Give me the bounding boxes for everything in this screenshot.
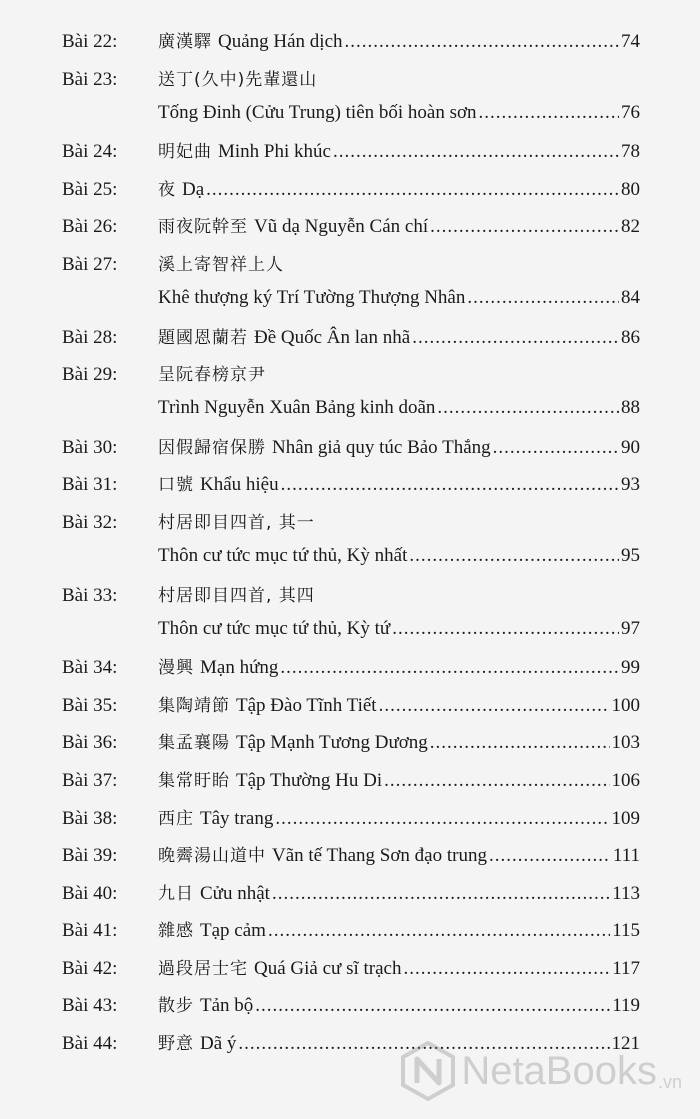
dot-leader [430, 731, 610, 755]
entry-line [158, 656, 640, 680]
entry-vietnamese-title: Quá Giả cư sĩ trạch [254, 957, 402, 979]
entry-body [158, 694, 640, 718]
entry-han-title: 集孟襄陽 [158, 733, 230, 754]
toc-entry [62, 656, 640, 680]
entry-page-number: 99 [621, 657, 640, 679]
entry-line [158, 694, 640, 718]
entry-vietnamese-title: Vãn tế Thang Sơn đạo trung [272, 845, 487, 867]
entry-line [158, 769, 640, 793]
entry-han-title: 村居即目四首, 其一 [158, 512, 315, 533]
entry-number: Bài 34: [62, 657, 118, 679]
entry-vietnamese-title: Tây trang [200, 807, 274, 829]
entry-page-number: 111 [612, 845, 640, 867]
entry-body [158, 656, 640, 680]
entry-line [158, 178, 640, 202]
entry-han-title: 九日 [158, 883, 194, 904]
entry-number: Bài 35: [62, 694, 118, 716]
entry-line [158, 807, 640, 831]
entry-han-title: 廣漢驛 [158, 32, 212, 52]
entry-line [158, 473, 640, 497]
entry-line [158, 30, 640, 54]
entry-vietnamese-title: Dã ý [200, 1033, 237, 1055]
entry-body [158, 178, 640, 202]
dot-leader [345, 30, 619, 54]
entry-number: Bài 27: [62, 253, 118, 275]
dot-leader [430, 215, 619, 239]
dot-leader [493, 436, 619, 460]
entry-number: Bài 23: [62, 68, 118, 90]
entry-han-title: 西庄 [158, 808, 194, 829]
watermark-suffix: .vn [657, 1072, 682, 1092]
entry-han-title: 村居即目四首, 其四 [158, 585, 315, 606]
entry-page-number: 109 [611, 807, 640, 829]
dot-leader [281, 473, 619, 497]
entry-vietnamese-title: Thôn cư tức mục tứ thủ, Kỳ tứ [158, 617, 391, 639]
entry-number: Bài 32: [62, 511, 118, 533]
entry-number: Bài 43: [62, 995, 118, 1017]
entry-number: Bài 22: [62, 31, 118, 52]
entry-number: Bài 31: [62, 474, 118, 496]
entry-han-title: 因假歸宿保勝 [158, 437, 266, 458]
toc-entry [62, 178, 640, 202]
entry-number: Bài 28: [62, 326, 118, 348]
toc-entry [62, 511, 640, 568]
entry-number: Bài 30: [62, 436, 118, 458]
entry-line [158, 101, 640, 125]
dot-leader [379, 694, 610, 718]
watermark [401, 1041, 682, 1101]
entry-line [158, 882, 640, 906]
entry-page-number: 82 [621, 216, 640, 238]
toc-entry [62, 30, 640, 54]
toc-entry [62, 584, 640, 641]
entry-han-title: 漫興 [158, 658, 194, 679]
entry-page-number: 113 [612, 882, 640, 904]
entry-vietnamese-title: Trình Nguyễn Xuân Bảng kinh doãn [158, 397, 436, 419]
entry-vietnamese-title: Nhân giả quy túc Bảo Thắng [272, 436, 491, 458]
entry-vietnamese-title: Cửu nhật [200, 882, 270, 904]
toc-entry [62, 140, 640, 164]
entry-body [158, 882, 640, 906]
entry-han-title: 呈阮春榜京尹 [158, 365, 266, 386]
entry-body [158, 68, 640, 125]
toc-entry [62, 363, 640, 420]
entry-han-title: 晚霽湯山道中 [158, 846, 266, 867]
entry-vietnamese-title: Quảng Hán dịch [218, 31, 343, 52]
entry-body [158, 326, 640, 350]
entry-vietnamese-title: Tập Mạnh Tương Dương [236, 732, 428, 754]
toc-entry [62, 473, 640, 497]
dot-leader [272, 882, 610, 906]
entry-vietnamese-title: Tập Đào Tĩnh Tiết [236, 694, 377, 716]
entry-body [158, 844, 640, 868]
toc-entry [62, 957, 640, 981]
entry-line [158, 215, 640, 239]
entry-page-number: 95 [621, 544, 640, 566]
entry-page-number: 106 [611, 769, 640, 791]
dot-leader [479, 101, 619, 125]
entry-line [158, 396, 640, 420]
entry-body [158, 140, 640, 164]
entry-number: Bài 29: [62, 364, 118, 386]
entry-line [158, 731, 640, 755]
dot-leader [437, 396, 619, 420]
entry-han-title: 口號 [158, 475, 194, 496]
dot-leader [467, 286, 619, 310]
entry-vietnamese-title: Minh Phi khúc [218, 141, 331, 163]
toc-entry [62, 694, 640, 718]
entry-page-number: 86 [621, 326, 640, 348]
toc-entry [62, 882, 640, 906]
entry-page-number: 97 [621, 617, 640, 639]
entry-page-number: 115 [612, 920, 640, 942]
entry-number: Bài 24: [62, 141, 118, 163]
entry-body [158, 769, 640, 793]
entry-line [158, 326, 640, 350]
entry-han-title: 雨夜阮幹至 [158, 217, 248, 238]
dot-leader [280, 656, 619, 680]
entry-han-title: 明妃曲 [158, 142, 212, 163]
entry-body [158, 253, 640, 310]
entry-page-number: 76 [621, 101, 640, 123]
toc-entry [62, 994, 640, 1018]
entry-number: Bài 40: [62, 882, 118, 904]
entry-line [158, 436, 640, 460]
entry-line [158, 140, 640, 164]
entry-page-number: 121 [611, 1033, 640, 1055]
dot-leader [255, 994, 610, 1018]
toc-entry [62, 769, 640, 793]
entry-body [158, 363, 640, 420]
entry-number: Bài 41: [62, 920, 118, 942]
toc-entry [62, 807, 640, 831]
entry-page-number: 88 [621, 397, 640, 419]
entry-page-number: 84 [621, 286, 640, 308]
entry-vietnamese-title: Tản bộ [200, 995, 254, 1017]
watermark-brand: NetaBooks [461, 1048, 657, 1093]
entry-page-number: 80 [621, 178, 640, 200]
entry-body [158, 994, 640, 1018]
dot-leader [333, 140, 619, 164]
entry-line [158, 844, 640, 868]
toc-entry [62, 326, 640, 350]
entry-line [158, 286, 640, 310]
entry-line [158, 957, 640, 981]
entry-body [158, 30, 640, 54]
entry-number: Bài 37: [62, 769, 118, 791]
entry-number: Bài 44: [62, 1033, 118, 1055]
dot-leader [392, 617, 619, 641]
entry-number: Bài 42: [62, 957, 118, 979]
dot-leader [275, 807, 609, 831]
entry-body [158, 511, 640, 568]
entry-page-number: 119 [612, 995, 640, 1017]
netabooks-logo-icon [401, 1041, 455, 1101]
entry-han-title: 夜 [158, 179, 176, 200]
entry-number: Bài 38: [62, 807, 118, 829]
toc-entry [62, 253, 640, 310]
entry-han-title: 題國恩蘭若 [158, 327, 248, 348]
entry-line [158, 919, 640, 943]
entry-body [158, 584, 640, 641]
entry-vietnamese-title: Đề Quốc Ân lan nhã [254, 326, 411, 348]
toc-entry [62, 215, 640, 239]
entry-han-title: 散步 [158, 996, 194, 1017]
entry-han-title: 送丁(久中)先輩還山 [158, 69, 318, 90]
entry-page-number: 103 [611, 732, 640, 754]
entry-number: Bài 39: [62, 845, 118, 867]
entry-vietnamese-title: Tập Thường Hu Di [236, 769, 383, 791]
entry-line [158, 544, 640, 568]
entry-line [158, 617, 640, 641]
dot-leader [206, 178, 619, 202]
toc-entry [62, 731, 640, 755]
entry-vietnamese-title: Khê thượng ký Trí Tường Thượng Nhân [158, 286, 466, 308]
entry-page-number: 74 [621, 31, 640, 52]
toc-entry [62, 844, 640, 868]
entry-line [158, 994, 640, 1018]
entry-han-title: 集陶靖節 [158, 695, 230, 716]
entry-vietnamese-title: Tống Đinh (Cửu Trung) tiên bối hoàn sơn [158, 101, 477, 123]
entry-body [158, 731, 640, 755]
dot-leader [409, 544, 619, 568]
entry-page-number: 90 [621, 436, 640, 458]
entry-han-title: 溪上寄智祥上人 [158, 254, 284, 275]
toc-entry [62, 68, 640, 125]
entry-number: Bài 25: [62, 178, 118, 200]
entry-han-title: 野意 [158, 1034, 194, 1055]
entry-body [158, 436, 640, 460]
entry-page-number: 100 [611, 694, 640, 716]
entry-number: Bài 33: [62, 584, 118, 606]
entry-body [158, 919, 640, 943]
entry-vietnamese-title: Thôn cư tức mục tứ thủ, Kỳ nhất [158, 544, 408, 566]
entry-vietnamese-title: Dạ [182, 178, 205, 200]
entry-body [158, 215, 640, 239]
dot-leader [268, 919, 610, 943]
entry-body [158, 957, 640, 981]
entry-vietnamese-title: Vũ dạ Nguyễn Cán chí [254, 216, 429, 238]
table-of-contents [62, 30, 640, 1070]
entry-page-number: 78 [621, 141, 640, 163]
dot-leader [489, 844, 611, 868]
entry-page-number: 93 [621, 474, 640, 496]
entry-vietnamese-title: Mạn hứng [200, 657, 279, 679]
toc-entry [62, 919, 640, 943]
entry-page-number: 117 [612, 957, 640, 979]
toc-entry [62, 436, 640, 460]
entry-body [158, 807, 640, 831]
dot-leader [403, 957, 610, 981]
entry-number: Bài 36: [62, 732, 118, 754]
entry-han-title: 集常盱眙 [158, 770, 230, 791]
dot-leader [384, 769, 609, 793]
entry-vietnamese-title: Khẩu hiệu [200, 474, 279, 496]
entry-han-title: 過段居士宅 [158, 958, 248, 979]
entry-vietnamese-title: Tạp cảm [200, 920, 266, 942]
entry-han-title: 雜感 [158, 921, 194, 942]
dot-leader [412, 326, 619, 350]
entry-number: Bài 26: [62, 216, 118, 238]
entry-body [158, 473, 640, 497]
